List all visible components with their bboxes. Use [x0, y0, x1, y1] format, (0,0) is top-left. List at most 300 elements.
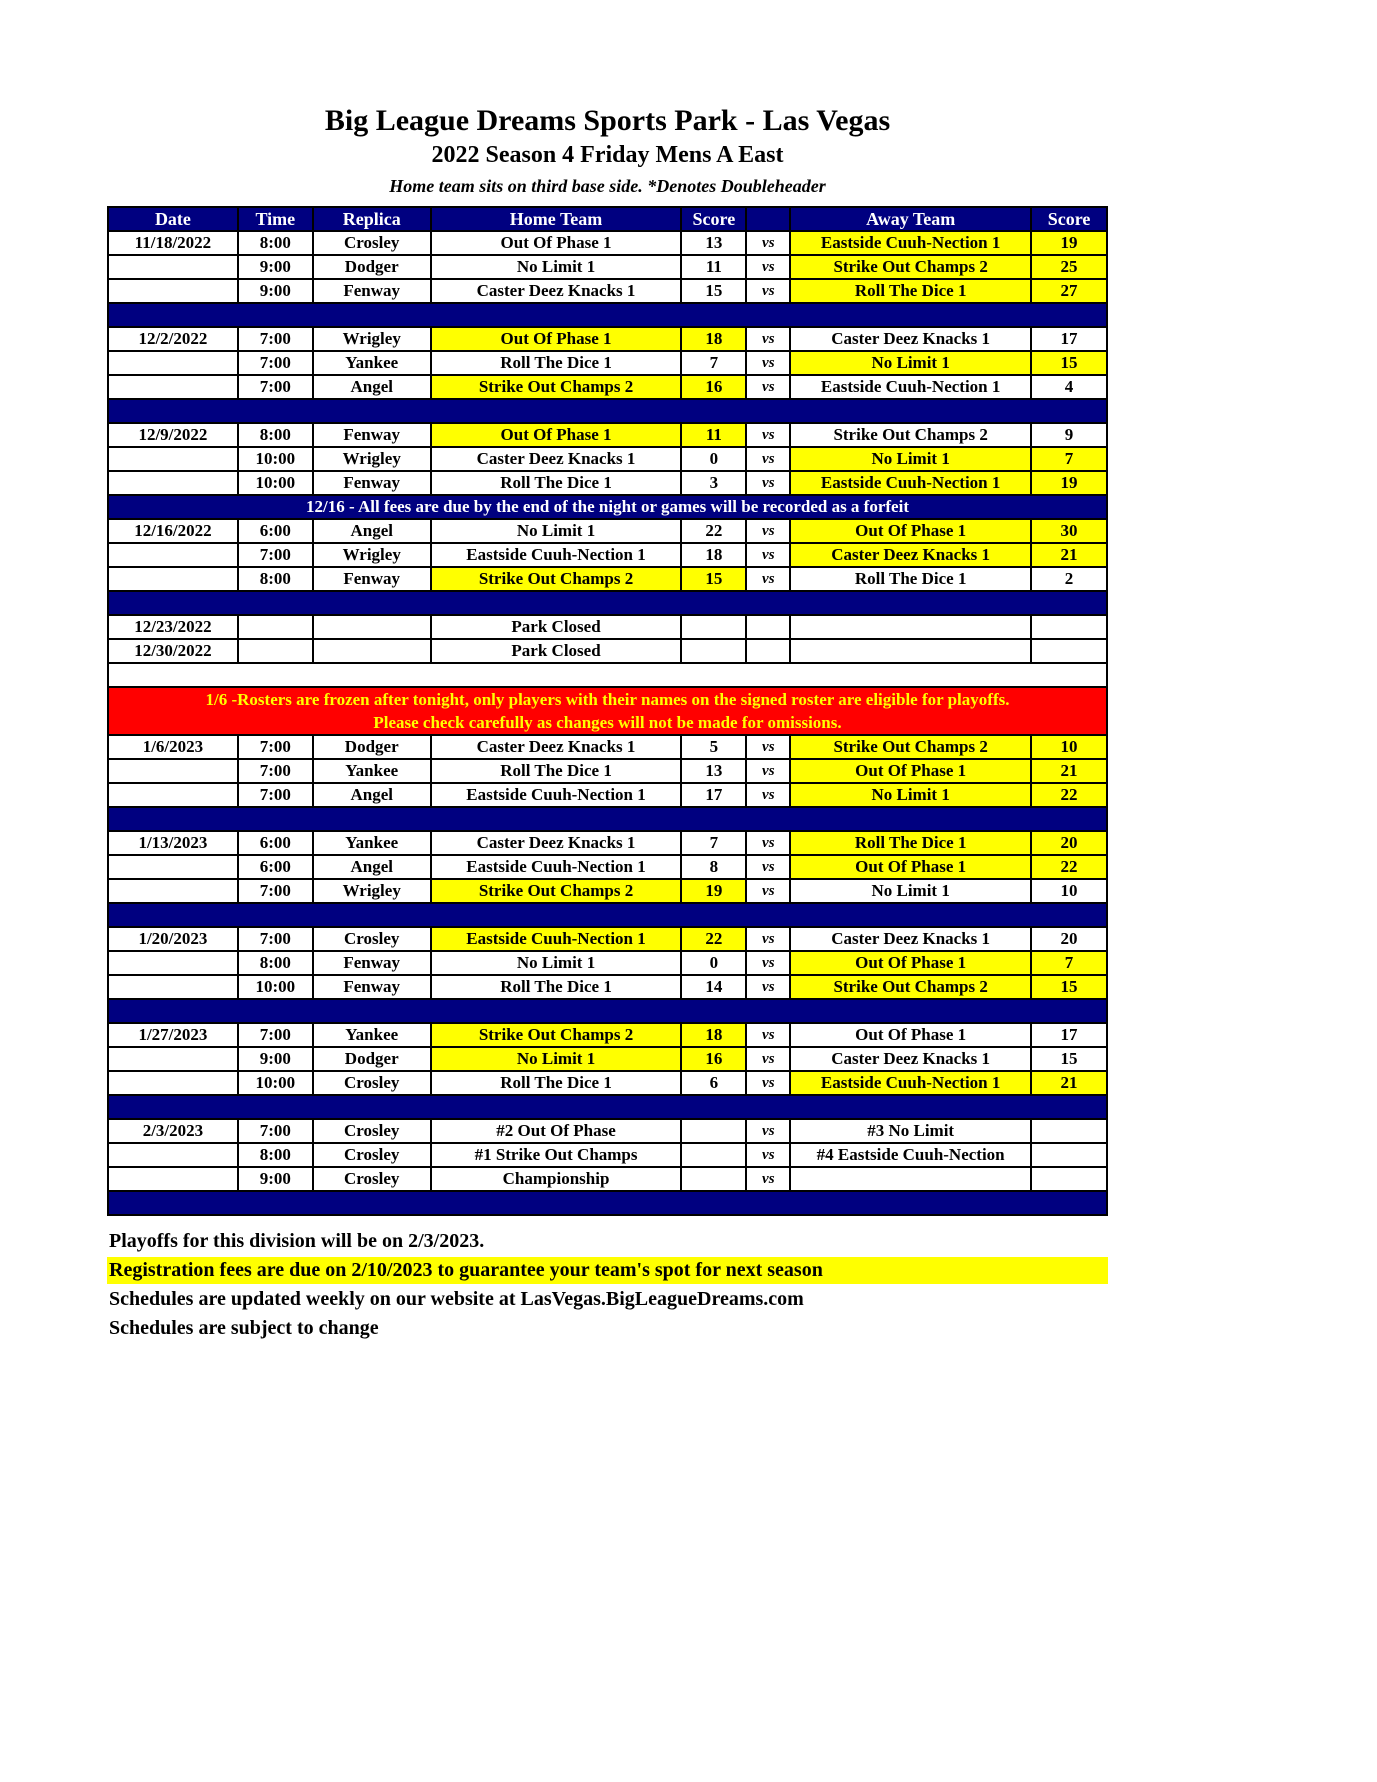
vs-cell: vs [746, 1167, 790, 1191]
home-score-cell: 8 [681, 855, 746, 879]
home-score-cell: 11 [681, 255, 746, 279]
subject-to-change-note: Schedules are subject to change [109, 1317, 379, 1339]
away-team-cell: No Limit 1 [790, 351, 1031, 375]
time-cell: 7:00 [238, 327, 313, 351]
away-score-cell: 21 [1031, 1071, 1107, 1095]
replica-cell: Angel [313, 375, 431, 399]
separator-row [108, 807, 1107, 831]
game-row [108, 1071, 1107, 1095]
away-team-cell: #4 Eastside Cuuh-Nection [790, 1143, 1031, 1167]
separator-band [108, 399, 1107, 423]
page-subtitle: 2022 Season 4 Friday Mens A East [431, 142, 784, 168]
game-row [108, 855, 1107, 879]
away-team-cell: No Limit 1 [790, 879, 1031, 903]
away-team-cell: Roll The Dice 1 [790, 831, 1031, 855]
away-team-cell [790, 1167, 1031, 1191]
time-cell: 8:00 [238, 1143, 313, 1167]
date-cell: 1/13/2023 [108, 831, 238, 855]
away-score-cell: 10 [1031, 735, 1107, 759]
website-note: Schedules are updated weekly on our website at LasVegas.BigLeagueDreams.com [109, 1288, 804, 1310]
time-cell: 10:00 [238, 447, 313, 471]
time-cell: 7:00 [238, 927, 313, 951]
vs-cell: vs [746, 1143, 790, 1167]
time-cell: 8:00 [238, 951, 313, 975]
time-cell: 9:00 [238, 1167, 313, 1191]
date-cell: 12/23/2022 [108, 615, 238, 639]
registration-fees-note: Registration fees are due on 2/10/2023 to guarantee your team's spot for next season [107, 1257, 1108, 1284]
replica-cell: Wrigley [313, 447, 431, 471]
date-cell [108, 471, 238, 495]
time-cell: 7:00 [238, 375, 313, 399]
col-header-time: Time [238, 207, 313, 231]
vs-cell: vs [746, 975, 790, 999]
replica-cell: Yankee [313, 831, 431, 855]
date-cell [108, 567, 238, 591]
separator-row [108, 999, 1107, 1023]
home-team-cell: No Limit 1 [431, 519, 682, 543]
replica-cell: Angel [313, 855, 431, 879]
date-cell: 12/30/2022 [108, 639, 238, 663]
game-row [108, 423, 1107, 447]
away-team-cell: Strike Out Champs 2 [790, 975, 1031, 999]
replica-cell: Yankee [313, 1023, 431, 1047]
game-row [108, 1119, 1107, 1143]
home-team-note: Home team sits on third base side. *Denotes Doubleheader [389, 176, 826, 196]
home-team-cell: Eastside Cuuh-Nection 1 [431, 855, 682, 879]
time-cell: 9:00 [238, 255, 313, 279]
home-team-cell: Roll The Dice 1 [431, 759, 682, 783]
away-score-cell: 17 [1031, 1023, 1107, 1047]
away-score-cell: 21 [1031, 543, 1107, 567]
vs-cell [746, 615, 790, 639]
time-cell: 10:00 [238, 975, 313, 999]
vs-cell: vs [746, 735, 790, 759]
home-score-cell: 13 [681, 231, 746, 255]
vs-cell: vs [746, 783, 790, 807]
replica-cell: Dodger [313, 1047, 431, 1071]
replica-cell: Yankee [313, 759, 431, 783]
replica-cell: Fenway [313, 975, 431, 999]
replica-cell: Crosley [313, 231, 431, 255]
home-team-cell: Out Of Phase 1 [431, 231, 682, 255]
away-score-cell: 21 [1031, 759, 1107, 783]
replica-cell [313, 639, 431, 663]
replica-cell: Wrigley [313, 879, 431, 903]
away-team-cell: Out Of Phase 1 [790, 1023, 1031, 1047]
vs-cell: vs [746, 855, 790, 879]
replica-cell: Wrigley [313, 327, 431, 351]
separator-row [108, 303, 1107, 327]
vs-cell: vs [746, 471, 790, 495]
away-team-cell [790, 639, 1031, 663]
vs-cell: vs [746, 327, 790, 351]
time-cell: 6:00 [238, 831, 313, 855]
away-score-cell: 22 [1031, 855, 1107, 879]
home-team-cell: #2 Out Of Phase [431, 1119, 682, 1143]
home-score-cell: 7 [681, 351, 746, 375]
replica-cell: Fenway [313, 471, 431, 495]
time-cell: 6:00 [238, 519, 313, 543]
date-cell [108, 783, 238, 807]
home-team-cell: No Limit 1 [431, 951, 682, 975]
home-team-cell: Caster Deez Knacks 1 [431, 735, 682, 759]
roster-freeze-line-1: 1/6 -Rosters are frozen after tonight, only players with their names on the signed roster are eligible for playoffs. [205, 690, 1010, 709]
vs-cell [746, 639, 790, 663]
replica-cell: Angel [313, 783, 431, 807]
away-score-cell: 7 [1031, 447, 1107, 471]
home-score-cell: 0 [681, 447, 746, 471]
game-row [108, 519, 1107, 543]
schedule-table-body [108, 231, 1107, 1215]
away-score-cell: 2 [1031, 567, 1107, 591]
date-cell: 1/27/2023 [108, 1023, 238, 1047]
vs-cell: vs [746, 255, 790, 279]
away-score-cell: 22 [1031, 783, 1107, 807]
vs-cell: vs [746, 519, 790, 543]
spacer-row [108, 663, 1107, 687]
away-team-cell: Strike Out Champs 2 [790, 735, 1031, 759]
game-row [108, 375, 1107, 399]
home-score-cell: 6 [681, 1071, 746, 1095]
page-title: Big League Dreams Sports Park - Las Vegas [324, 104, 891, 137]
home-team-cell: Eastside Cuuh-Nection 1 [431, 927, 682, 951]
away-team-cell: Strike Out Champs 2 [790, 255, 1031, 279]
away-score-cell: 17 [1031, 327, 1107, 351]
game-row [108, 1143, 1107, 1167]
closed-row [108, 615, 1107, 639]
game-row [108, 279, 1107, 303]
away-team-cell: Strike Out Champs 2 [790, 423, 1031, 447]
replica-cell: Angel [313, 519, 431, 543]
col-header-away-score: Score [1031, 207, 1107, 231]
away-team-cell: No Limit 1 [790, 783, 1031, 807]
vs-cell: vs [746, 1047, 790, 1071]
vs-cell: vs [746, 1023, 790, 1047]
game-row [108, 759, 1107, 783]
away-score-cell: 19 [1031, 471, 1107, 495]
date-cell [108, 975, 238, 999]
date-cell: 12/2/2022 [108, 327, 238, 351]
time-cell: 7:00 [238, 879, 313, 903]
game-row [108, 447, 1107, 471]
home-team-cell: Roll The Dice 1 [431, 975, 682, 999]
date-cell [108, 543, 238, 567]
away-team-cell: Out Of Phase 1 [790, 519, 1031, 543]
home-team-cell: Championship [431, 1167, 682, 1191]
game-row [108, 327, 1107, 351]
separator-row [108, 903, 1107, 927]
home-team-cell: No Limit 1 [431, 255, 682, 279]
away-score-cell: 4 [1031, 375, 1107, 399]
roster-freeze-note [108, 687, 1107, 735]
separator-band [108, 1095, 1107, 1119]
replica-cell: Fenway [313, 279, 431, 303]
time-cell: 7:00 [238, 735, 313, 759]
separator-row [108, 1095, 1107, 1119]
col-header-replica: Replica [313, 207, 431, 231]
home-score-cell: 7 [681, 831, 746, 855]
home-score-cell [681, 615, 746, 639]
away-team-cell: #3 No Limit [790, 1119, 1031, 1143]
away-score-cell: 20 [1031, 831, 1107, 855]
game-row [108, 1023, 1107, 1047]
vs-cell: vs [746, 1119, 790, 1143]
separator-row [108, 399, 1107, 423]
away-score-cell [1031, 1119, 1107, 1143]
replica-cell: Crosley [313, 1143, 431, 1167]
time-cell: 7:00 [238, 759, 313, 783]
vs-cell: vs [746, 567, 790, 591]
home-team-cell: Caster Deez Knacks 1 [431, 447, 682, 471]
home-score-cell: 16 [681, 1047, 746, 1071]
home-team-cell: Strike Out Champs 2 [431, 879, 682, 903]
away-score-cell: 9 [1031, 423, 1107, 447]
closed-row [108, 639, 1107, 663]
home-team-cell: Roll The Dice 1 [431, 351, 682, 375]
home-team-cell: Caster Deez Knacks 1 [431, 279, 682, 303]
replica-cell: Fenway [313, 567, 431, 591]
col-header-away-team: Away Team [790, 207, 1031, 231]
time-cell: 7:00 [238, 783, 313, 807]
time-cell [238, 615, 313, 639]
away-score-cell: 20 [1031, 927, 1107, 951]
home-score-cell: 3 [681, 471, 746, 495]
home-team-cell: No Limit 1 [431, 1047, 682, 1071]
date-cell [108, 1047, 238, 1071]
away-score-cell [1031, 615, 1107, 639]
date-cell: 11/18/2022 [108, 231, 238, 255]
document-content [107, 104, 1108, 1342]
home-team-cell: Out Of Phase 1 [431, 327, 682, 351]
away-score-cell: 30 [1031, 519, 1107, 543]
away-score-cell [1031, 1143, 1107, 1167]
home-score-cell [681, 639, 746, 663]
home-score-cell: 0 [681, 951, 746, 975]
away-team-cell: Out Of Phase 1 [790, 855, 1031, 879]
away-team-cell: Eastside Cuuh-Nection 1 [790, 1071, 1031, 1095]
park-closed-cell: Park Closed [431, 615, 682, 639]
away-score-cell: 19 [1031, 231, 1107, 255]
date-cell [108, 375, 238, 399]
schedule-table [107, 206, 1108, 1216]
game-row [108, 231, 1107, 255]
home-score-cell: 17 [681, 783, 746, 807]
away-team-cell: Out Of Phase 1 [790, 951, 1031, 975]
replica-cell: Crosley [313, 1071, 431, 1095]
replica-cell: Wrigley [313, 543, 431, 567]
away-team-cell: Caster Deez Knacks 1 [790, 927, 1031, 951]
date-cell [108, 255, 238, 279]
replica-cell: Dodger [313, 735, 431, 759]
game-row [108, 1167, 1107, 1191]
col-header-vs [746, 207, 790, 231]
date-cell: 12/9/2022 [108, 423, 238, 447]
game-row [108, 255, 1107, 279]
away-team-cell: Caster Deez Knacks 1 [790, 327, 1031, 351]
table-header-row [108, 207, 1107, 231]
date-cell [108, 1071, 238, 1095]
home-score-cell: 18 [681, 1023, 746, 1047]
separator-band [108, 1191, 1107, 1215]
game-row [108, 975, 1107, 999]
home-score-cell [681, 1167, 746, 1191]
separator-band [108, 303, 1107, 327]
away-score-cell: 27 [1031, 279, 1107, 303]
home-team-cell: Roll The Dice 1 [431, 1071, 682, 1095]
separator-row [108, 1191, 1107, 1215]
home-score-cell: 15 [681, 567, 746, 591]
date-cell [108, 447, 238, 471]
home-team-cell: Strike Out Champs 2 [431, 375, 682, 399]
date-cell [108, 879, 238, 903]
rednote-row [108, 687, 1107, 735]
home-score-cell [681, 1143, 746, 1167]
vs-cell: vs [746, 927, 790, 951]
col-header-home-team: Home Team [431, 207, 682, 231]
date-cell [108, 855, 238, 879]
separator-row [108, 591, 1107, 615]
game-row [108, 567, 1107, 591]
date-cell [108, 1143, 238, 1167]
away-team-cell: Roll The Dice 1 [790, 279, 1031, 303]
replica-cell: Fenway [313, 951, 431, 975]
vs-cell: vs [746, 759, 790, 783]
game-row [108, 543, 1107, 567]
time-cell: 7:00 [238, 351, 313, 375]
vs-cell: vs [746, 423, 790, 447]
game-row [108, 735, 1107, 759]
replica-cell: Crosley [313, 927, 431, 951]
game-row [108, 831, 1107, 855]
vs-cell: vs [746, 375, 790, 399]
game-row [108, 351, 1107, 375]
away-score-cell [1031, 639, 1107, 663]
game-row [108, 951, 1107, 975]
park-closed-cell: Park Closed [431, 639, 682, 663]
home-score-cell: 22 [681, 927, 746, 951]
col-header-home-score: Score [681, 207, 746, 231]
date-cell [108, 759, 238, 783]
time-cell: 9:00 [238, 1047, 313, 1071]
away-team-cell: No Limit 1 [790, 447, 1031, 471]
replica-cell: Dodger [313, 255, 431, 279]
home-score-cell: 18 [681, 543, 746, 567]
date-cell: 1/6/2023 [108, 735, 238, 759]
away-score-cell: 10 [1031, 879, 1107, 903]
game-row [108, 927, 1107, 951]
away-score-cell: 25 [1031, 255, 1107, 279]
home-team-cell: Eastside Cuuh-Nection 1 [431, 783, 682, 807]
home-score-cell: 22 [681, 519, 746, 543]
game-row [108, 1047, 1107, 1071]
game-row [108, 783, 1107, 807]
replica-cell: Crosley [313, 1167, 431, 1191]
replica-cell: Crosley [313, 1119, 431, 1143]
replica-cell: Fenway [313, 423, 431, 447]
away-team-cell: Eastside Cuuh-Nection 1 [790, 231, 1031, 255]
fees-due-note: 12/16 - All fees are due by the end of the night or games will be recorded as a forfeit [108, 495, 1107, 519]
vs-cell: vs [746, 1071, 790, 1095]
away-team-cell: Roll The Dice 1 [790, 567, 1031, 591]
time-cell: 10:00 [238, 471, 313, 495]
separator-band [108, 591, 1107, 615]
vs-cell: vs [746, 231, 790, 255]
vs-cell: vs [746, 279, 790, 303]
separator-band [108, 903, 1107, 927]
away-team-cell: Caster Deez Knacks 1 [790, 1047, 1031, 1071]
home-score-cell: 14 [681, 975, 746, 999]
time-cell: 6:00 [238, 855, 313, 879]
playoffs-note: Playoffs for this division will be on 2/3/2023. [109, 1230, 485, 1252]
time-cell: 7:00 [238, 1023, 313, 1047]
away-score-cell [1031, 1167, 1107, 1191]
away-team-cell: Eastside Cuuh-Nection 1 [790, 375, 1031, 399]
separator-band [108, 999, 1107, 1023]
away-team-cell [790, 615, 1031, 639]
home-team-cell: Eastside Cuuh-Nection 1 [431, 543, 682, 567]
roster-freeze-line-2: Please check carefully as changes will not be made for omissions. [373, 713, 842, 732]
home-team-cell: Caster Deez Knacks 1 [431, 831, 682, 855]
spacer-band [108, 663, 1107, 687]
home-score-cell [681, 1119, 746, 1143]
away-score-cell: 7 [1031, 951, 1107, 975]
away-team-cell: Caster Deez Knacks 1 [790, 543, 1031, 567]
time-cell: 7:00 [238, 543, 313, 567]
home-score-cell: 18 [681, 327, 746, 351]
time-cell: 7:00 [238, 1119, 313, 1143]
vs-cell: vs [746, 831, 790, 855]
away-team-cell: Eastside Cuuh-Nection 1 [790, 471, 1031, 495]
home-score-cell: 15 [681, 279, 746, 303]
footer-notes [107, 1228, 1108, 1342]
vs-cell: vs [746, 447, 790, 471]
vs-cell: vs [746, 951, 790, 975]
date-cell [108, 951, 238, 975]
date-cell [108, 1167, 238, 1191]
time-cell: 8:00 [238, 567, 313, 591]
home-score-cell: 16 [681, 375, 746, 399]
game-row [108, 879, 1107, 903]
home-score-cell: 5 [681, 735, 746, 759]
home-team-cell: Roll The Dice 1 [431, 471, 682, 495]
time-cell: 9:00 [238, 279, 313, 303]
time-cell [238, 639, 313, 663]
replica-cell: Yankee [313, 351, 431, 375]
date-cell: 2/3/2023 [108, 1119, 238, 1143]
home-score-cell: 19 [681, 879, 746, 903]
game-row [108, 471, 1107, 495]
vs-cell: vs [746, 351, 790, 375]
date-cell: 12/16/2022 [108, 519, 238, 543]
col-header-date: Date [108, 207, 238, 231]
home-team-cell: Out Of Phase 1 [431, 423, 682, 447]
home-team-cell: #1 Strike Out Champs [431, 1143, 682, 1167]
vs-cell: vs [746, 879, 790, 903]
home-score-cell: 13 [681, 759, 746, 783]
time-cell: 8:00 [238, 423, 313, 447]
away-score-cell: 15 [1031, 1047, 1107, 1071]
date-cell: 1/20/2023 [108, 927, 238, 951]
away-score-cell: 15 [1031, 975, 1107, 999]
date-cell [108, 279, 238, 303]
date-cell [108, 351, 238, 375]
home-team-cell: Strike Out Champs 2 [431, 1023, 682, 1047]
home-score-cell: 11 [681, 423, 746, 447]
away-score-cell: 15 [1031, 351, 1107, 375]
replica-cell [313, 615, 431, 639]
home-team-cell: Strike Out Champs 2 [431, 567, 682, 591]
time-cell: 8:00 [238, 231, 313, 255]
